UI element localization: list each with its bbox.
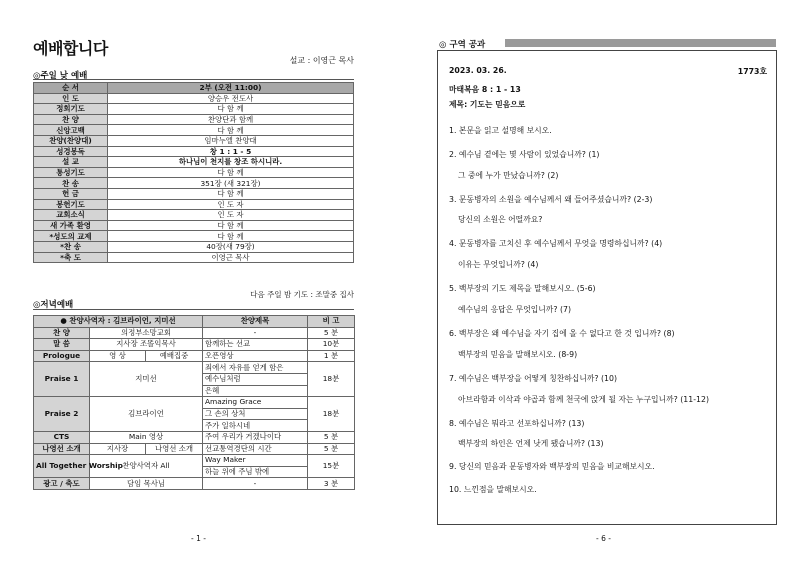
sub-question: 예수님의 응답은 무엇입니까? (7) (458, 305, 571, 314)
program-time: 5 분 (308, 327, 355, 339)
order-label: 통성기도 (34, 167, 108, 178)
song-title: Way Maker (203, 455, 308, 467)
order-label: 찬양(찬양대) (34, 135, 108, 146)
header-song: 찬양제목 (203, 316, 308, 328)
sub-question: 당신의 소원은 어떨까요? (458, 215, 543, 224)
song-title: 선교통역경단의 시간 (203, 443, 308, 455)
song-title: 함께하는 선교 (203, 339, 308, 351)
next-week-prayer: 다음 주일 밤 기도 : 조말중 집사 (250, 290, 354, 299)
sub-question: 그 중에 누가 만났습니까? (2) (458, 171, 559, 180)
order-label: *찬 송 (34, 241, 108, 252)
program-time: 1 분 (308, 350, 355, 362)
order-label: 정회기도 (34, 104, 108, 115)
program-label: 말 씀 (34, 339, 90, 351)
morning-row (34, 231, 354, 242)
issue-number: 1773호 (737, 67, 767, 76)
order-value: 40장(새 79장) (108, 241, 354, 252)
song-title: 그 손의 상처 (203, 408, 308, 420)
program-leader: Main 영상 (90, 431, 203, 443)
song-title: 오픈영상 (203, 350, 308, 362)
order-value: 임마누엘 찬양대 (108, 135, 354, 146)
lesson-subject: 제목: 기도는 믿음으로 (449, 100, 526, 109)
evening-row (34, 455, 355, 467)
question-item: 6. 백부장은 왜 예수님을 자기 집에 올 수 없다고 한 것 입니까? (8) (449, 329, 675, 338)
morning-row (34, 210, 354, 221)
sub-question: 백부장의 하인은 언제 낫게 됐습니까? (13) (458, 439, 604, 448)
order-value: 인 도 자 (108, 199, 354, 210)
order-label: *성도의 교제 (34, 231, 108, 242)
header-time: 비 고 (308, 316, 355, 328)
program-time: 5 분 (308, 431, 355, 443)
song-title: 하늘 위에 주님 밖에 (203, 466, 308, 478)
page-title: 예배합니다 (33, 39, 108, 58)
program-time: 18분 (308, 397, 355, 432)
program-leader: 지미선 (90, 362, 203, 397)
program-leader: 담임 목사님 (90, 478, 203, 490)
morning-row (34, 199, 354, 210)
order-label: 순 서 (34, 83, 108, 94)
morning-row (34, 83, 354, 94)
song-title: 주여 우리가 거겠나이다 (203, 431, 308, 443)
song-title: - (203, 478, 308, 490)
order-value: 하나님이 천지를 창조 하시니라. (108, 157, 354, 168)
morning-row (34, 104, 354, 115)
order-label: 찬 송 (34, 178, 108, 189)
program-time: 3 분 (308, 478, 355, 490)
evening-row (34, 478, 355, 490)
program-label: Prologue (34, 350, 90, 362)
song-title: 죄에서 자유를 얻게 함은 (203, 362, 308, 374)
morning-row (34, 157, 354, 168)
program-label: 찬 양 (34, 327, 90, 339)
order-label: 설 교 (34, 157, 108, 168)
question-item: 10. 느낀점을 말해보시오. (449, 485, 537, 494)
order-value: 2부 (오전 11:00) (108, 83, 354, 94)
evening-row (34, 397, 355, 409)
divider (33, 79, 354, 80)
program-leader: 의정부소망교회 (90, 327, 203, 339)
program-time: 15분 (308, 455, 355, 478)
morning-row (34, 135, 354, 146)
order-value: 다 함 께 (108, 188, 354, 199)
order-value: 다 함 께 (108, 125, 354, 136)
question-item: 4. 문동병자를 고치신 후 예수님께서 무엇을 명령하십니까? (4) (449, 239, 663, 248)
order-label: 인 도 (34, 93, 108, 104)
morning-row (34, 241, 354, 252)
program-leader: 영 상 (90, 350, 146, 362)
question-item: 9. 당신의 믿음과 문동병자와 백부장의 믿음을 비교해보시오. (449, 462, 655, 471)
program-leader: 예배집중 (146, 350, 203, 362)
preacher-line: 설교 : 이영근 목사 (289, 56, 354, 65)
morning-row (34, 146, 354, 157)
question-item: 8. 예수님은 뭐라고 선포하십니까? (13) (449, 419, 585, 428)
order-label: 성경봉독 (34, 146, 108, 157)
evening-row (34, 327, 355, 339)
sub-question: 이유는 무엇입니까? (4) (458, 260, 539, 269)
morning-row (34, 125, 354, 136)
order-label: 신앙고백 (34, 125, 108, 136)
song-title: - (203, 327, 308, 339)
evening-row (34, 431, 355, 443)
morning-row (34, 252, 354, 263)
program-label: 나영선 소개 (34, 443, 90, 455)
order-value: 다 함 께 (108, 231, 354, 242)
order-value: 양승우 전도사 (108, 93, 354, 104)
bible-passage: 마태복음 8 : 1 - 13 (449, 85, 521, 94)
header-leaders: ● 찬양사역자 : 김브라이언, 지미선 (34, 316, 203, 328)
morning-row (34, 178, 354, 189)
page-number: - 1 - (191, 534, 206, 543)
header-bar (505, 39, 776, 47)
song-title: 주가 일하시네 (203, 420, 308, 432)
order-label: 새 가족 환영 (34, 220, 108, 231)
morning-row (34, 188, 354, 199)
program-time: 18분 (308, 362, 355, 397)
evening-service-heading: ◎저녁예배 (33, 300, 74, 310)
evening-row (34, 339, 355, 351)
question-item: 2. 예수님 곁에는 몇 사람이 있었습니까? (1) (449, 150, 600, 159)
program-leader: 나영선 소개 (146, 443, 203, 455)
order-value: 이영근 목사 (108, 252, 354, 263)
program-leader: 김브라이언 (90, 397, 203, 432)
song-title: Amazing Grace (203, 397, 308, 409)
program-time: 10분 (308, 339, 355, 351)
program-label: Praise 2 (34, 397, 90, 432)
order-value: 인 도 자 (108, 210, 354, 221)
program-label: Praise 1 (34, 362, 90, 397)
evening-service-table (33, 315, 355, 490)
morning-row (34, 93, 354, 104)
order-label: *축 도 (34, 252, 108, 263)
song-title: 은혜 (203, 385, 308, 397)
page-number: - 6 - (596, 534, 611, 543)
program-label: All Together Worship (34, 455, 90, 478)
order-value: 351장 (새 321장) (108, 178, 354, 189)
order-label: 봉헌기도 (34, 199, 108, 210)
evening-header-row (34, 316, 355, 328)
program-leader: 찬양사역자 All (90, 455, 203, 478)
order-label: 교회소식 (34, 210, 108, 221)
order-label: 헌 금 (34, 188, 108, 199)
evening-row (34, 350, 355, 362)
evening-row (34, 362, 355, 374)
morning-row (34, 114, 354, 125)
program-leader: 지사장 조똘익목사 (90, 339, 203, 351)
question-item: 5. 백부장의 기도 제목을 말해보시오. (5-6) (449, 284, 596, 293)
cell-lesson-tab: ◎ 구역 공과 (439, 40, 486, 50)
order-value: 창 1 : 1 - 5 (108, 146, 354, 157)
morning-row (34, 220, 354, 231)
program-leader: 지사장 (90, 443, 146, 455)
morning-service-table (33, 82, 354, 263)
order-label: 찬 양 (34, 114, 108, 125)
sub-question: 아브라함과 이삭과 야곱과 함께 천국에 앉게 될 자는 누구입니까? (11-12) (458, 395, 710, 404)
evening-row (34, 443, 355, 455)
order-value: 다 함 께 (108, 104, 354, 115)
sub-question: 백부장의 믿음을 말해보시오. (8-9) (458, 350, 578, 359)
question-item: 3. 문동병자의 소원을 예수님께서 왜 들어주셨습니까? (2-3) (449, 195, 653, 204)
question-item: 1. 본문을 읽고 설명해 보시오. (449, 126, 552, 135)
program-label: 광고 / 축도 (34, 478, 90, 490)
divider (33, 309, 354, 310)
order-value: 다 함 께 (108, 167, 354, 178)
order-value: 찬양단과 함께 (108, 114, 354, 125)
order-value: 다 함 께 (108, 220, 354, 231)
program-label: CTS (34, 431, 90, 443)
lesson-date: 2023. 03. 26. (449, 66, 507, 75)
song-title: 예수님처럼 (203, 373, 308, 385)
question-item: 7. 예수님은 백부장을 어떻게 칭찬하십니까? (10) (449, 374, 618, 383)
morning-row (34, 167, 354, 178)
morning-service-heading: ◎주일 낮 예배 (33, 71, 88, 81)
program-time: 5 분 (308, 443, 355, 455)
